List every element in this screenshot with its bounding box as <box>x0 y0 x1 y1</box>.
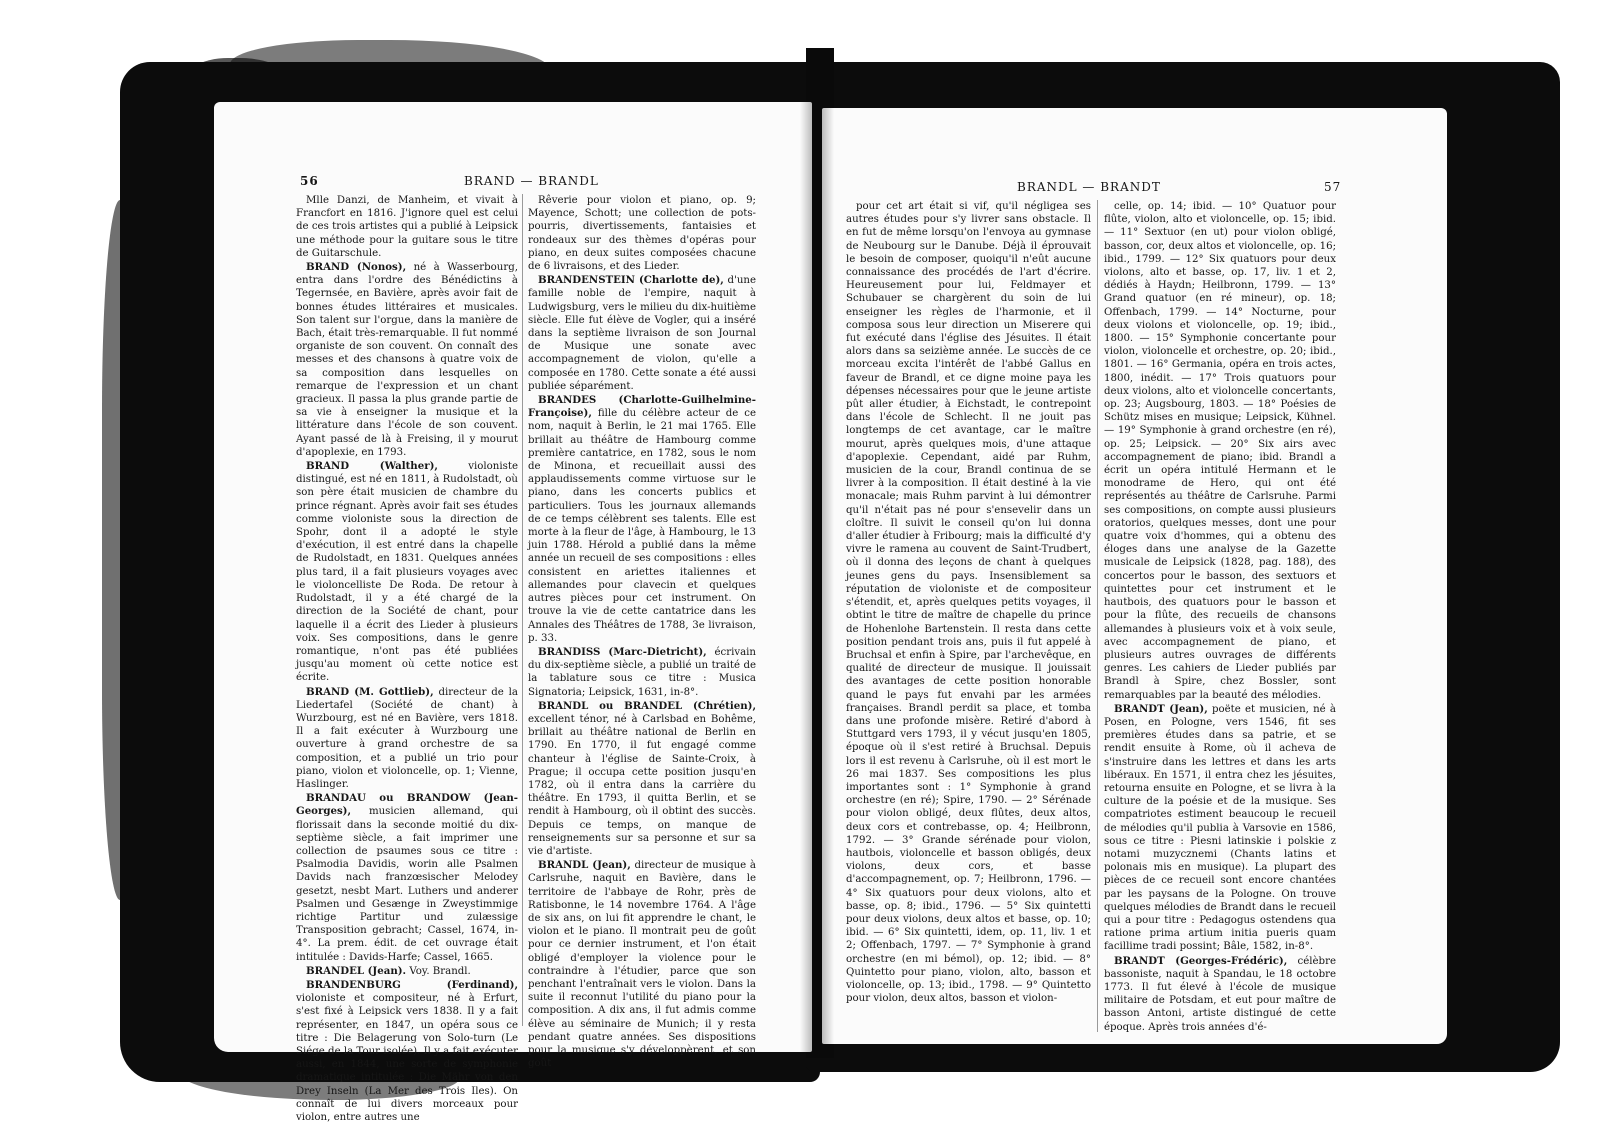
dictionary-entry <box>528 274 756 393</box>
dictionary-entry <box>1104 703 1336 954</box>
entry-headword: BRANDES (Charlotte-Guilhelmine-Françoise), <box>528 394 756 420</box>
dictionary-entry <box>296 194 518 260</box>
entry-text: Voy. Brandl. <box>409 965 471 977</box>
running-head: BRAND — BRANDL <box>464 174 599 188</box>
entry-headword: BRANDT (Jean), <box>1114 702 1208 715</box>
entry-headword: BRANDAU ou BRANDOW (Jean-Georges), <box>296 792 518 818</box>
entry-headword: BRAND (Nonos), <box>306 261 407 274</box>
page-number: 56 <box>300 174 319 188</box>
entry-text: Mlle Danzi, de Manheim, et vivait à Francfort en 1816. J'ignore quel est celui de ces trois artistes qui a publié à Leipsick une méthode pour la guitare sous le titre de Guitarschule. <box>296 195 518 259</box>
column-rule <box>522 194 523 1026</box>
dictionary-entry <box>528 194 756 273</box>
dictionary-entry <box>296 460 518 684</box>
entry-text: célèbre bassoniste, naquit à Spandau, le 18 octobre 1773. Il fut élevé à l'école de musique militaire de Potsdam, et eut pour maître de basson Antoni, artiste distingué de cette époque. Après trois années d'é- <box>1104 955 1336 1033</box>
dictionary-entry <box>296 261 518 459</box>
entry-text: directeur de musique à Carlsruhe, naquit en Bavière, dans le territoire de l'abbaye de Rohr, près de Ratisbonne, le 14 novembre 1764. A l'âge de six ans, on lui fit apprendre le chant, le violon et le piano. Il montrait peu de goût pour ce dernier instrument, et l'on était obligé d'employer la violence pour le contraindre à l'étudier, parce que son penchant l'entraînait vers le violon. Dans la suite il reconnut l'utilité du piano pour la composition. A dix ans, il fut admis comme élève au séminaire de Munich; il y resta pendant quatre années. Ses dispositions pour la musique s'y développèrent, et son goût <box>528 860 756 1070</box>
entry-headword: BRANDEL (Jean). <box>306 964 407 977</box>
entry-text: musicien allemand, qui florissait dans la seconde moitié du dix-septième siècle, a fait imprimer une collection de psaumes sous ce titre : Psalmodia Davidis, worin alle Psalmen Davids nach franzœsischer Melodey gesetzt, nesbt Mart. Luthers und anderer Psalmen und Gesænge in Zweystimmige richtige Partitur und zulæssige Transposition gebracht; Cassel, 1674, in-4°. La prem. édit. de cet ouvrage était intitulée : Davids-Harfe; Cassel, 1665. <box>296 806 518 963</box>
left-page <box>214 102 812 1124</box>
dictionary-entry <box>296 686 518 792</box>
text-column-1 <box>296 194 518 1125</box>
entry-text: celle, op. 14; ibid. — 10° Quatuor pour flûte, violon, alto et violoncelle, op. 15; ibid. — 11° Sextuor (en ut) pour violon obligé, basson, cor, deux altos et violoncelle, op. 16; ibid., 1799. — 12° Six quatuors pour deux violons, alto et basse, op. 17, liv. 1 et 2, dédiés à Haydn; Heilbronn, 1799. — 13° Grand quatuor (en ré mineur), op. 18; Offenbach, 1799. — 14° Nocturne, pour deux violons et violoncelle, op. 19; ibid., 1800. — 15° Symphonie concertante pour violon, violoncelle et orchestre, op. 20; ibid., 1801. — 16° Germania, opéra en trois actes, 1800, inédit. — 17° Trois quatuors pour deux violons, alto et violoncelle concertants, op. 23; Augsbourg, 1803. — 18° Poésies de Schütz mises en musique; Leipsick, Kühnel. — 19° Symphonie à grand orchestre (en ré), op. 25; Leipsick. — 20° Six airs avec accompagnement de piano; ibid. Brandl a écrit un opéra intitulé Hermann et le monodrame de Hero, qui ont été représentés au théâtre de Carlsruhe. Parmi ses compositions, on compte aussi plusieurs oratorios, quelques messes, dont une pour quatre voix d'hommes, qui a obtenu des éloges dans une analyse de la Gazette musicale de Leipsick (1828, pag. 188), des concertos pour le basson, des sextuors et quintettes pour cet instrument et le hautbois, des quatuors pour le basson et pour la flûte, des recueils de chansons allemandes à plusieurs voix et à voix seule, avec accompagnement de piano, et plusieurs autres ouvrages de différents genres. Les cahiers de Lieder publiés par Brandl à Spire, chez Bossler, sont remarquables par la beauté des mélodies. <box>1104 201 1336 701</box>
gutter-shadow <box>800 102 812 1052</box>
text-column-2 <box>1104 200 1336 1035</box>
dictionary-entry <box>528 700 756 858</box>
right-page <box>822 108 1447 1044</box>
entry-text: violoniste distingué, est né en 1811, à Rudolstadt, où son père était musicien de chambre du prince régnant. Après avoir fait ses études comme violoniste sous la direction de Spohr, dont il a adopté le style d'exécution, il est entré dans la chapelle de Rudolstadt, en 1831. Quelques années plus tard, il a fait plusieurs voyages avec le violoncelliste De Roda. De retour à Rudolstadt, il y a été chargé de la direction de la Société de chant, pour laquelle il a écrit des Lieder à plusieurs voix. Ses compositions, dans le genre romantique, n'ont pas été publiées jusqu'au moment où cette notice est écrite. <box>296 461 518 684</box>
entry-text: pour cet art était si vif, qu'il négligea ses autres études pour s'y livrer sans obstacle. Il en fut de même lorsqu'on l'envoya au gymnase de Neubourg sur le Danube. Déjà il éprouvait le besoin de composer, quoiqu'il n'eût aucune connaissance des procédés de l'art d'écrire. Heureusement pour lui, Feldmayer et Schubauer se chargèrent du soin de lui enseigner les règles de l'harmonie, et il composa sous leur direction un Miserere qui fut exécuté dans l'église des Jésuites. Il était alors dans sa seizième année. Le succès de ce morceau excita l'intérêt de l'abbé Gallus en faveur de Brandl, et ce digne moine paya les dépenses nécessaires pour que le jeune artiste pût aller étudier, à Eichstadt, le contrepoint dans l'école de Schlecht. Il ne jouit pas longtemps de cet avantage, car le maître mourut, après quelques mois, d'une attaque d'apoplexie. Cependant, aidé par Ruhm, musicien de la cour, Brandl continua de se livrer à la composition. Il était destiné à la vie monacale; mais Ruhm parvint à lui démontrer qu'il n'était pas né pour s'ensevelir dans un cloître. Il suivit le conseil qu'on lui donna d'aller étudier à Fribourg; mais la difficulté d'y vivre le ramena au couvent de Saint-Trudbert, où il donna des leçons de chant à quelques jeunes gens du pays. Insensiblement sa réputation de violoniste et de compositeur s'étendit, et, après quelques petits voyages, il obtint le titre de maître de chapelle du prince de Hohenlohe Bartenstein. Il resta dans cette position pendant trois ans, puis il fut appelé à Bruchsal et enfin à Spire, par l'archevêque, en qualité de directeur de musique. Il jouissait des avantages de cette position honorable quand le pays fut envahi par les armées françaises. Brandl perdit sa place, et tomba dans une profonde misère. Retiré d'abord à Stuttgard vers 1793, il y vécut jusqu'en 1805, époque où il s'est retiré à Bruchsal. Depuis lors il est revenu à Carlsruhe, où il est mort le 26 mai 1837. Ses compositions les plus importantes sont : 1° Symphonie à grand orchestre (en ré); Spire, 1790. — 2° Sérénade pour violon obligé, deux flûtes, deux altos, deux cors et contrebasse, op. 4; Heilbronn, 1792. — 3° Grande sérénade pour violon, hautbois, violoncelle et basson obligés, deux violons, deux cors, et basse d'accompagnement, op. 7; Heilbronn, 1796. — 4° Six quatuors pour deux violons, alto et basse, op. 8; ibid., 1796. — 5° Six quintetti pour deux violons, deux altos et basse, op. 10; ibid. — 6° Six quintetti, idem, op. 11, liv. 1 et 2; Offenbach, 1797. — 7° Symphonie à grand orchestre (en mi bémol), op. 12; ibid. — 8° Quintetto pour piano, violon, alto, basson et violoncelle, op. 13; ibid., 1798. — 9° Quintetto pour violon, deux altos, basson et violon- <box>846 201 1091 1005</box>
dictionary-entry <box>1104 200 1336 702</box>
entry-text: fille du célèbre acteur de ce nom, naquit à Berlin, le 21 mai 1765. Elle brillait au théâtre de Hambourg comme première cantatrice, en 1782, sous le nom de Minona, et recueillait aussi des applaudissements comme virtuose sur le piano, dans les concerts publics et particuliers. Tous les journaux allemands de ce temps célèbrent ses talents. Elle est morte à la fleur de l'âge, à Hambourg, le 13 juin 1788. Hérold a publié dans la même année un recueil de ses compositions : elles consistent en ariettes italiennes et allemandes pour clavecin et quelques autres pièces pour cet instrument. On trouve la vie de cette cantatrice dans les Annales des Théâtres de 1788, 3e livraison, p. 33. <box>528 408 756 644</box>
entry-headword: BRANDL ou BRANDEL (Chrétien), <box>538 699 756 712</box>
entry-text: poëte et musicien, né à Posen, en Pologne, vers 1546, fit ses premières études dans sa patrie, et se rendit ensuite à Rome, où il acheva de s'instruire dans les lettres et dans les arts libéraux. En 1571, il entra chez les jésuites, retourna ensuite en Pologne, et se livra à la culture de la poésie et de la musique. Ses compatriotes estiment beaucoup le recueil de mélodies qu'il publia à Varsovie en 1586, sous ce titre : Piesni latinskie i polskie z notami muzycznemi (Chants latins et polonais mis en musique). La plupart des pièces de ce recueil sont encore chantées par les paysans de la Pologne. On trouve quelques mélodies de Brandt dans le recueil qui a pour titre : Pedagogus ostendens qua ratione prima artium initia pueris quam facillime tradi possint; Bâle, 1582, in-8°. <box>1104 703 1336 953</box>
dictionary-entry <box>528 859 756 1070</box>
entry-text: d'une famille noble de l'empire, naquit à Ludwigsburg, vers le milieu du dix-huitième siècle. Elle fut élève de Vogler, qui a inséré dans la septième livraison de son Journal de Musique une sonate avec accompagnement de violon, qu'elle a composée en 1780. Cette sonate a été aussi publiée séparément. <box>528 275 756 392</box>
page-number: 57 <box>1324 180 1342 194</box>
entry-headword: BRANDENBURG (Ferdinand), <box>306 978 518 991</box>
entry-headword: BRANDT (Georges-Frédéric), <box>1114 954 1288 967</box>
dictionary-entry <box>846 200 1091 1005</box>
entry-headword: BRANDL (Jean), <box>538 859 631 872</box>
entry-headword: BRANDISS (Marc-Dietricht), <box>538 645 707 658</box>
dictionary-entry <box>528 646 756 699</box>
entry-text: écrivain du dix-septième siècle, a publié un traité de la tablature sous ce titre : Musica Signatoria; Leipsick, 1631, in-8°. <box>528 646 756 698</box>
text-column-2 <box>528 194 756 1071</box>
entry-headword: BRAND (Walther), <box>306 460 438 473</box>
running-head: BRANDL — BRANDT <box>1017 180 1161 194</box>
dictionary-entry <box>1104 955 1336 1034</box>
entry-text: violoniste et compositeur, né à Erfurt, s'est fixé à Leipsick vers 1838. Il y a fait représenter, en 1847, un opéra sous ce titre : Die Belagerung von Solo-turn (Le Siége de la Tour isolée). Il y a fait exécuter aussi, en 1844, une sorte de symphonie dramatique intitulée : Die Mähr von den Drey Inseln (La Mer des Trois Iles). On connaît de lui divers morceaux pour violon, entre autres une <box>296 993 518 1124</box>
dictionary-entry <box>296 965 518 978</box>
gutter-shadow <box>822 108 834 1044</box>
entry-text: excellent ténor, né à Carlsbad en Bohême, brillait au théâtre national de Berlin en 1790. En 1770, il fut engagé comme chanteur à l'église de Sainte-Croix, à Prague; il occupa cette position jusqu'en 1782, où il entra dans la carrière du théâtre. En 1793, il quitta Berlin, et se rendit à Hambourg, où il obtint des succès. Depuis ce temps, on manque de renseignements sur sa personne et sur sa vie d'artiste. <box>528 713 756 857</box>
entry-text: Rêverie pour violon et piano, op. 9; Mayence, Schott; une collection de pots-pourris, divertissements, fantaisies et rondeaux sur des thèmes d'opéras pour piano, en deux suites composées chacune de 6 livraisons, et des Lieder. <box>528 195 756 273</box>
dictionary-entry <box>528 394 756 645</box>
entry-text: directeur de la Liedertafel (Société de chant) à Wurzbourg, est né en Bavière, vers 1818. Il a fait exécuter à Wurzbourg une ouverture à grand orchestre de sa composition, et a publié un trio pour piano, violon et violoncelle, op. 1; Vienne, Haslinger. <box>296 686 518 790</box>
entry-headword: BRANDENSTEIN (Charlotte de), <box>538 274 724 287</box>
column-rule <box>1097 200 1098 1032</box>
text-column-1 <box>846 200 1091 1006</box>
dictionary-entry <box>296 792 518 964</box>
entry-headword: BRAND (M. Gottlieb), <box>306 685 434 698</box>
dictionary-entry <box>296 979 518 1124</box>
entry-text: né à Wasserbourg, entra dans l'ordre des Bénédictins à Tegernsée, en Bavière, après avoir fait de bonnes études littéraires et musicales. Son talent sur l'orgue, dans la manière de Bach, était très-remarquable. Il fut nommé organiste de son couvent. On connaît des messes et des chansons à quatre voix de sa composition dans lesquelles on remarque de l'expression et un chant gracieux. Il passa la plus grande partie de sa vie à enseigner la musique et la littérature dans l'école de son couvent. Ayant passé de là à Freising, il y mourut d'apoplexie, en 1793. <box>296 262 518 458</box>
